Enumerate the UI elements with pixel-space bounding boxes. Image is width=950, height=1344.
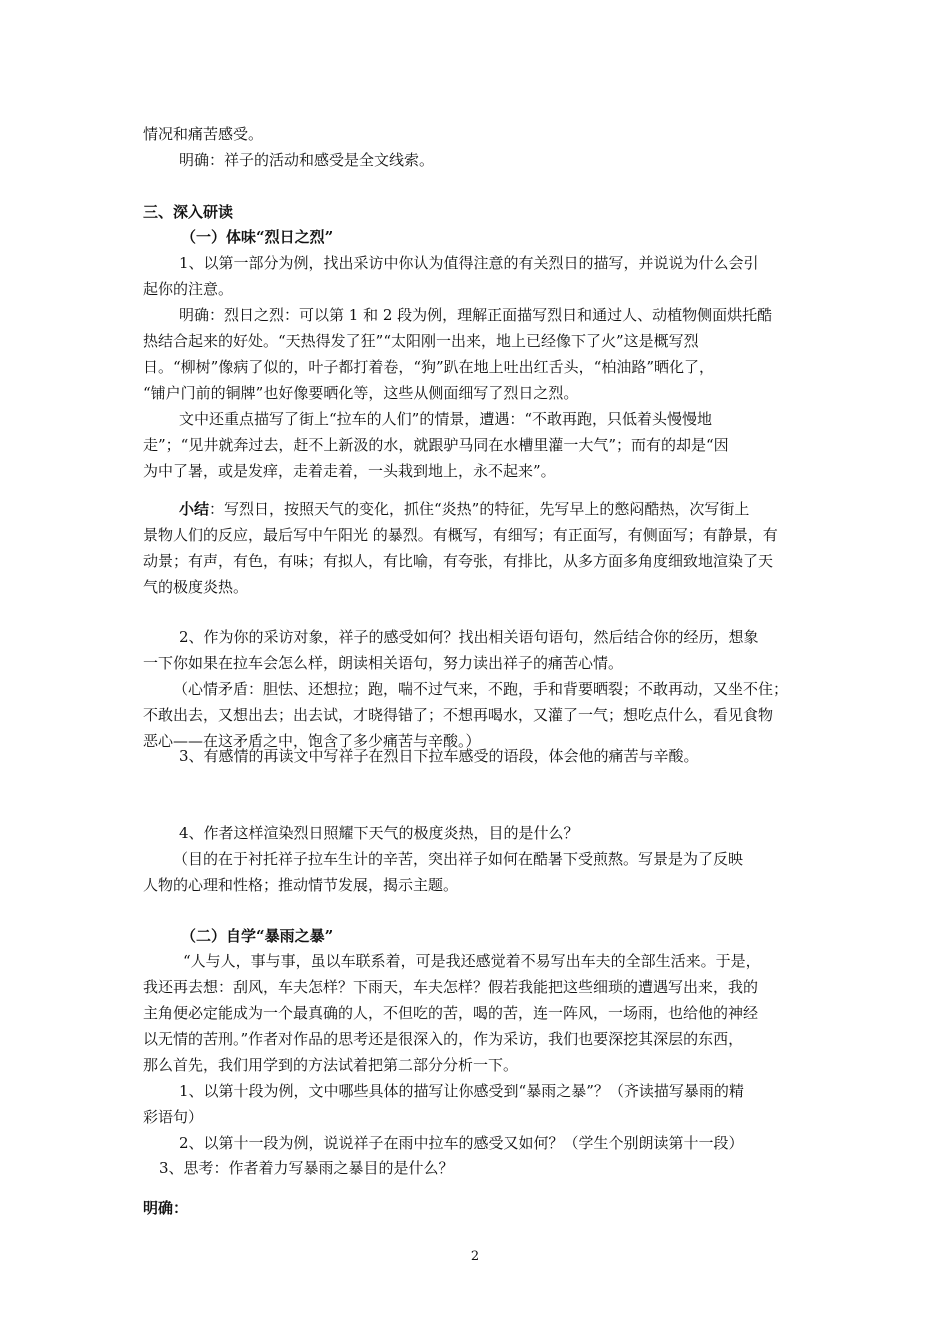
- question-4: 4、作者这样渲染烈日照耀下天气的极度炎热，目的是什么？: [179, 824, 579, 842]
- section-heading: 三、深入研读: [143, 203, 234, 221]
- answer-4: （目的在于衬托祥子拉车生计的辛苦，突出祥子如何在酷暑下受煎熬。写景是为了反映 人物的心理和性格；推动情节发展，揭示主题。: [143, 850, 744, 894]
- answer-paragraph: 明确：烈日之烈：可以第 1 和 2 段为例，理解正面描写烈日和通过人、动植物侧面烘托酷 热结合起来的好处。“天热得发了狂”“太阳刚一出来，地上已经像下了火”这是概写烈 日。“柳树”像病了似的，叶子都打着卷，“狗”趴在地上吐出红舌头，“柏油路”晒化了， “铺户门前的铜牌”也好像要晒化等，这些从侧面细写了烈日之烈。: [143, 306, 773, 402]
- subsection-heading-2: （二）自学“暴雨之暴”: [181, 927, 334, 945]
- feeling-paragraph: （心情矛盾：胆怯、还想拉；跑，喘不过气来，不跑，手和背要晒裂；不敢再动，又坐不住； 不敢出去，又想出去；出去试，才晓得错了；不想再喝水，又灌了一气；想吃点什么，看见食物 恶心——在这矛盾之中，饱含了多少痛苦与辛酸。）: [143, 680, 789, 750]
- street-paragraph: 文中还重点描写了街上“拉车的人们”的情景，遭遇：“不敢再跑，只低着头慢慢地 走”；“见井就奔过去，赶不上新汲的水，就跟驴马同在水槽里灌一大气”；而有的却是“因 为中了暑，或是发痒，走着走着，一头栽到地上，永不起来”。: [143, 410, 729, 480]
- text-line: 情况和痛苦感受。: [143, 125, 264, 143]
- question-1: 1、以第一部分为例，找出采访中你认为值得注意的有关烈日的描写，并说说为什么会引 起你的注意。: [143, 254, 759, 298]
- question-2: 2、作为你的采访对象，祥子的感受如何？找出相关语句语句，然后结合你的经历，想象 一下你如果在拉车会怎么样，朗读相关语句，努力读出祥子的痛苦心情。: [143, 628, 759, 672]
- quote-paragraph: “人与人，事与事，虽以车联系着，可是我还感觉着不易写出车夫的全部生活来。于是， 我还再去想：刮风，车夫怎样？下雨天，车夫怎样？假若我能把这些细琐的遭遇写出来，我的 主角便必定能成为一个最真确的人，不但吃的苦，喝的苦，连一阵风，一场雨，也给他的神经 以无情的苦刑。”作者对作品的思考还是很深入的，作为采访，我们也要深挖其深层的东西， 那么首先，我们用学到的方法试着把第二部分分析一下。: [143, 952, 761, 1074]
- question-2-2: 2、以第十一段为例，说说祥子在雨中拉车的感受又如何？（学生个别朗读第十一段）: [179, 1134, 744, 1152]
- summary-paragraph: 小结：写烈日，按照天气的变化，抓住“炎热”的特征，先写早上的憋闷酷热，次写街上 景物人们的反应，最后写中午阳光 的暴烈。有概写，有细写；有正面写，有侧面写；有静景，有 动景；有声，有色，有味；有拟人，有比喻，有夸张，有排比，从多方面多角度细致地渲染了天 气的极度炎热。: [143, 500, 778, 596]
- conclusion-line: 明确：祥子的活动和感受是全文线索。: [179, 151, 435, 169]
- summary-label: 小结: [179, 500, 210, 518]
- question-2-3: 3、思考：作者着力写暴雨之暴目的是什么？: [159, 1159, 454, 1177]
- question-2-1: 1、以第十段为例，文中哪些具体的描写让你感受到“暴雨之暴”？（齐读描写暴雨的精 彩语句）: [143, 1082, 744, 1126]
- clarify-label: 明确：: [143, 1199, 189, 1217]
- subsection-heading: （一）体味“烈日之烈”: [181, 228, 334, 246]
- page-number: 2: [470, 1249, 480, 1264]
- question-3: 3、有感情的再读文中写祥子在烈日下拉车感受的语段，体会他的痛苦与辛酸。: [179, 747, 699, 765]
